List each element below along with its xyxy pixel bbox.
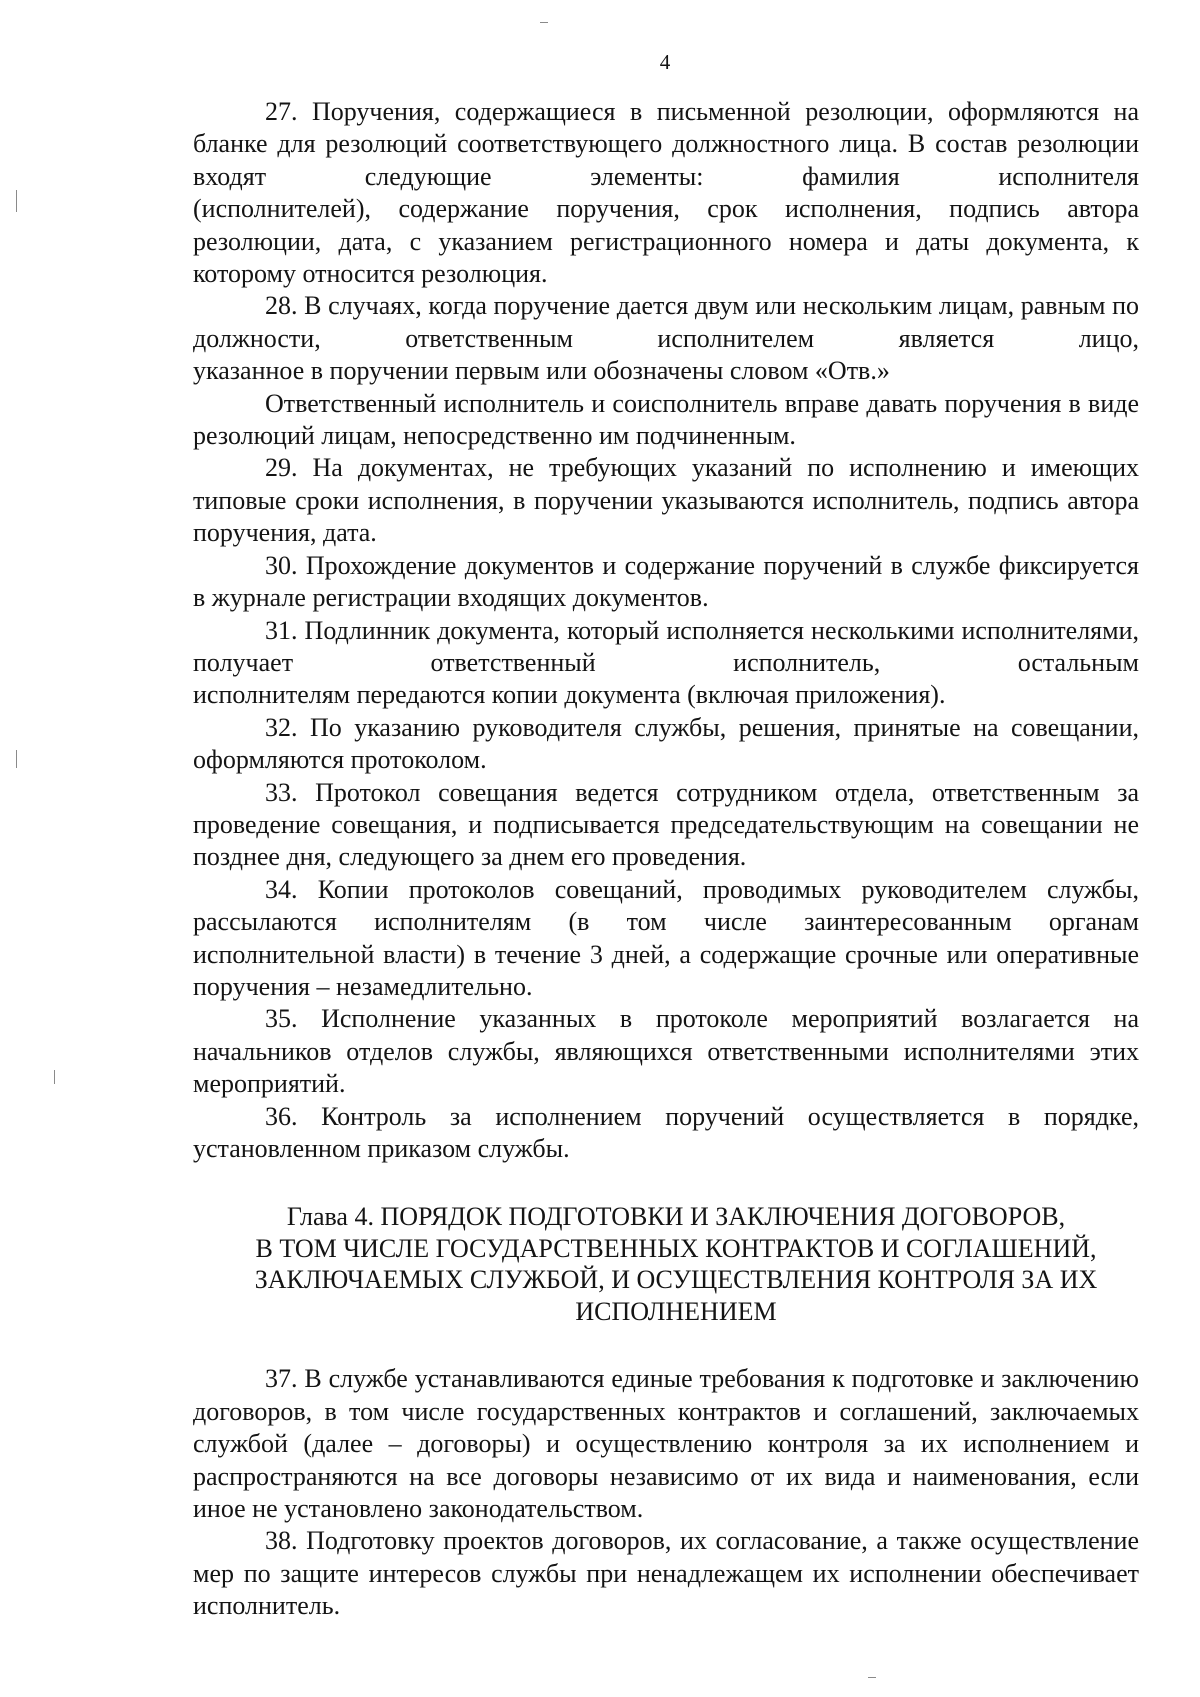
paragraph-co-executor: Ответственный исполнитель и соисполнитель вправе давать поручения в виде резолюций лицам, непосредственно им подчиненным. [193, 388, 1139, 451]
paragraph-37: 37. В службе устанавливаются единые требования к подготовке и заключению договоров, в том числе государственных контрактов и соглашений, заключаемых службой (далее – договоры) и осуществлению контроля за их исполнением и распространяются на все договоры независимо от их вида и наименования, если иное не установлено законодательством. [193, 1364, 1139, 1524]
scan-mark [54, 1070, 55, 1084]
paragraph-33: 33. Протокол совещания ведется сотрудником отдела, ответственным за проведение совещания, и подписывается председательствующим на совещании не позднее дня, следующего за днем его проведения. [193, 777, 1139, 872]
paragraph-29: 29. На документах, не требующих указаний по исполнению и имеющих типовые сроки исполнения, в поручении указываются исполнитель, подпись автора поручения, дата. [193, 453, 1139, 548]
paragraph-28-part-1: 28. В случаях, когда поручение дается двум или нескольким лицам, равным по должности, ответственным исполнителем является лицо, [193, 291, 1139, 353]
paragraph-28-part-2: указанное в поручении первым или обозначены словом «Отв.» [193, 356, 890, 386]
page-number: 4 [659, 50, 671, 74]
paragraph-30: 30. Прохождение документов и содержание поручений в службе фиксируется в журнале регистрации входящих документов. [193, 550, 1139, 613]
paragraph-38: 38. Подготовку проектов договоров, их согласование, а также осуществление мер по защите интересов службы при ненадлежащем их исполнении обеспечивает исполнитель. [193, 1526, 1139, 1621]
scan-mark [16, 750, 17, 768]
paragraph-27-part-1: 27. Поручения, содержащиеся в письменной резолюции, оформляются на бланке для резолюций соответствующего должностного лица. В состав резолюции входят следующие элементы: фамилия исполнителя [193, 97, 1139, 191]
paragraph-35: 35. Исполнение указанных в протоколе мероприятий возлагается на начальников отделов службы, являющихся ответственными исполнителями этих мероприятий. [193, 1004, 1139, 1099]
paragraph-34: 34. Копии протоколов совещаний, проводимых руководителем службы, рассылаются исполнителям (в том числе заинтересованным органам исполнительной власти) в течение 3 дней, а содержащие срочные или оперативные поручения – незамедлительно. [193, 874, 1139, 1001]
chapter-heading-line: ЗАКЛЮЧАЕМЫХ СЛУЖБОЙ, И ОСУЩЕСТВЛЕНИЯ КОНТРОЛЯ ЗА ИХ [254, 1265, 1098, 1295]
chapter-heading-line: В ТОМ ЧИСЛЕ ГОСУДАРСТВЕННЫХ КОНТРАКТОВ И СОГЛАШЕНИЙ, [255, 1233, 1097, 1263]
paragraph-31-part-1: 31. Подлинник документа, который исполняется несколькими исполнителями, получает ответственный исполнитель, остальным [193, 615, 1139, 677]
paragraph-36: 36. Контроль за исполнением поручений осуществляется в порядке, установленном приказом службы. [193, 1101, 1139, 1163]
paragraph-32: 32. По указанию руководителя службы, решения, принятые на совещании, оформляются протоколом. [193, 712, 1139, 775]
document-body [193, 96, 1139, 1623]
chapter-heading-line: ИСПОЛНЕНИЕМ [575, 1296, 777, 1326]
scan-mark [16, 190, 17, 212]
scan-mark [868, 1677, 876, 1678]
chapter-heading-line: Глава 4. ПОРЯДОК ПОДГОТОВКИ И ЗАКЛЮЧЕНИЯ ДОГОВОРОВ, [286, 1202, 1066, 1232]
paragraph-31-part-2: исполнителям передаются копии документа (включая приложения). [193, 680, 946, 710]
paragraph-27-part-2: (исполнителей), содержание поручения, срок исполнения, подпись автора резолюции, дата, с указанием регистрационного номера и даты документа, к которому относится резолюция. [193, 194, 1139, 289]
chapter-4-heading [193, 1201, 1139, 1327]
scan-mark [540, 22, 548, 23]
